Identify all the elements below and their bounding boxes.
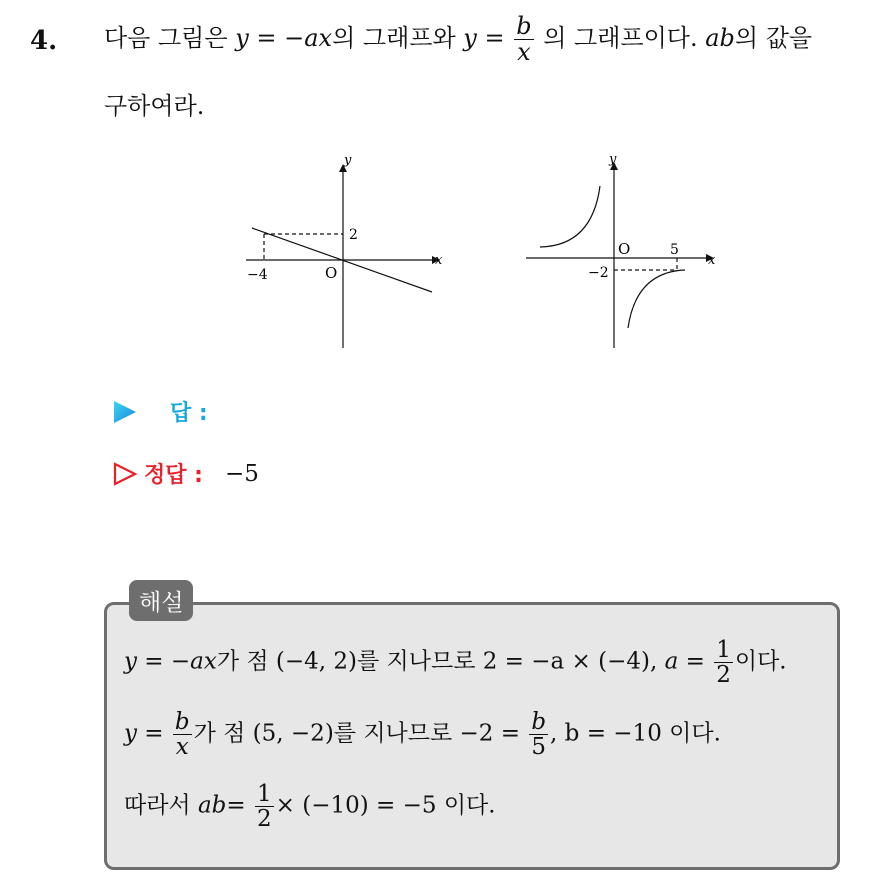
correct-answer-value: −5 xyxy=(224,460,259,487)
solution-line-1: y = −ax가 점 (−4, 2)를 지나므로 2 = −a × (−4), a = $\frac{1}{2}$ 이다. xyxy=(124,637,787,689)
x-axis-label: x xyxy=(708,253,716,268)
play-filled-icon xyxy=(112,399,138,425)
tick-label-y: −2 xyxy=(588,265,609,281)
question-text: 의 그래프와 xyxy=(332,24,464,53)
solution-line-3: 따라서 ab= $\frac{1}{2}$ × (−10) = −5 이다. xyxy=(124,781,496,833)
equation-inverse-lhs: y = xyxy=(463,24,505,53)
question-line-1 xyxy=(104,14,812,65)
correct-answer-label: 정답 : xyxy=(144,463,203,488)
tick-label-x: −4 xyxy=(247,267,268,283)
question-number: 4. xyxy=(30,26,58,56)
origin-label: O xyxy=(325,264,338,282)
graph-linear xyxy=(240,148,455,353)
tick-label-y: 2 xyxy=(349,227,358,243)
solution-tag: 해설 xyxy=(129,580,193,621)
y-axis-label: y xyxy=(609,152,617,167)
tick-label-x: 5 xyxy=(670,242,679,258)
ab-symbol: ab xyxy=(705,24,735,53)
question-line-2: 구하여라. xyxy=(104,92,205,120)
answer-label: 답 : xyxy=(170,401,208,426)
fraction-one-half: $\frac{1}{2}$ xyxy=(257,781,272,833)
hyperbola-branch-upper-left xyxy=(540,186,600,247)
solution-line-2: y = $\frac{b}{x}$ 가 점 (5, −2)를 지나므로 −2 = $\frac{b}{5}$ , b = −10 이다. xyxy=(124,709,721,761)
y-axis-label: y xyxy=(344,153,352,168)
fraction-one-half: $\frac{1}{2}$ xyxy=(716,637,731,689)
play-outline-icon xyxy=(112,461,138,487)
fraction-b-over-x: $\frac{b}{x}$ xyxy=(516,12,532,67)
question-text: 의 그래프이다. xyxy=(535,24,698,53)
correct-answer-row xyxy=(112,458,259,489)
question-text: 의 값을 xyxy=(734,24,813,53)
fraction-b-over-5: $\frac{b}{5}$ xyxy=(531,709,547,761)
answer-input-row[interactable] xyxy=(112,396,208,427)
x-axis-label: x xyxy=(435,253,443,268)
question-text: 다음 그림은 xyxy=(104,24,236,53)
origin-label: O xyxy=(618,240,631,258)
graph-inverse xyxy=(522,148,727,353)
hyperbola-branch-lower-right xyxy=(628,270,685,328)
equation-linear: y = −ax xyxy=(235,24,333,53)
fraction-b-over-x: $\frac{b}{x}$ xyxy=(174,709,190,761)
